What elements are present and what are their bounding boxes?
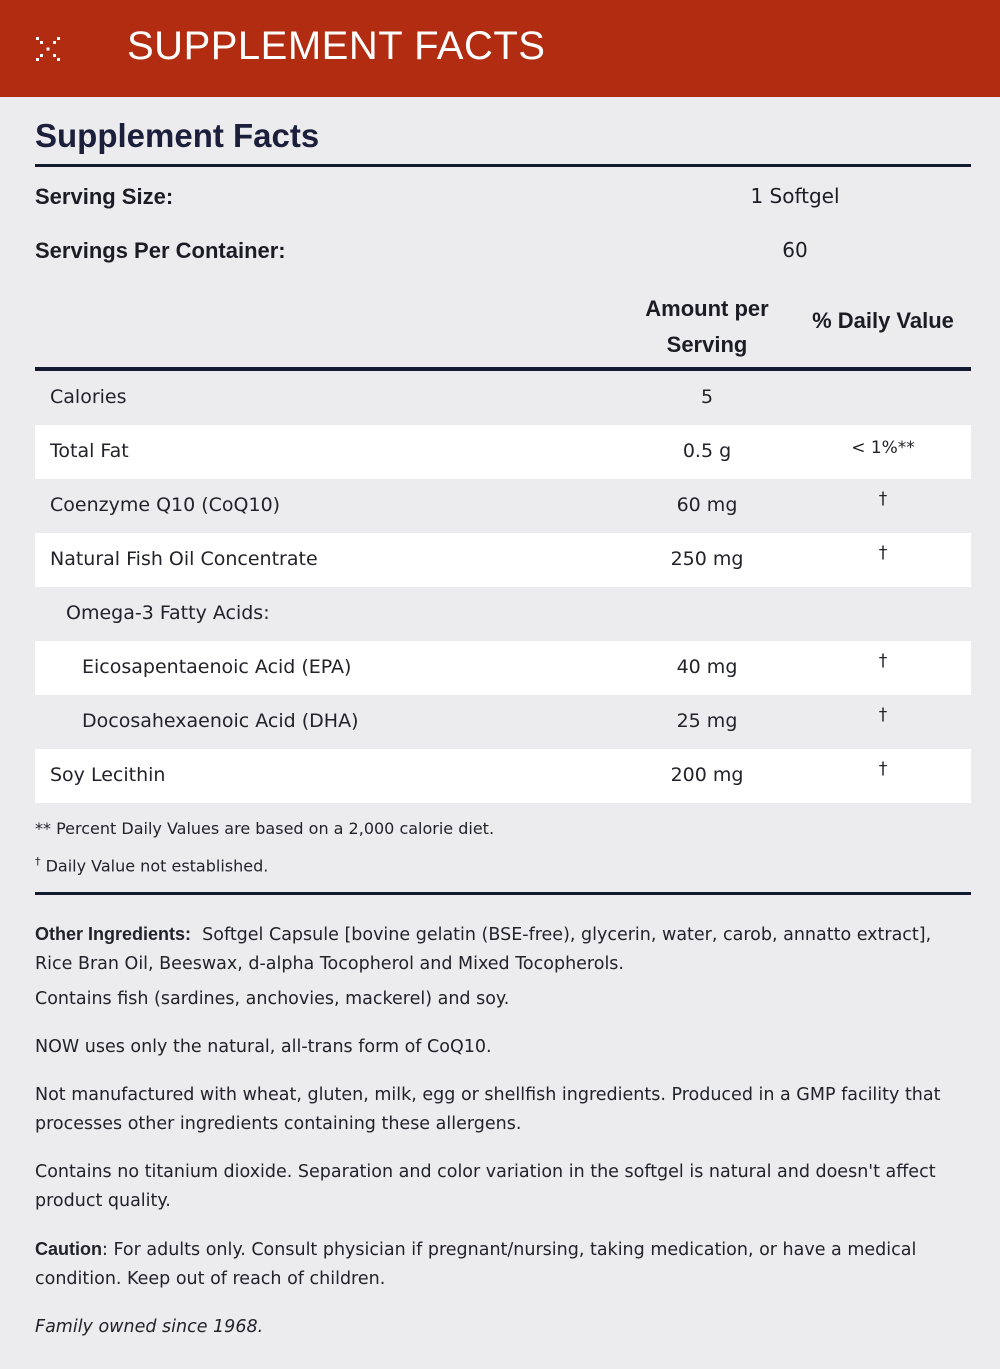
- nutrient-daily-value: †: [878, 705, 888, 725]
- dagger-mark: †: [35, 855, 41, 868]
- amount-per-serving-header: [607, 291, 807, 363]
- nutrient-row: [35, 695, 971, 749]
- nutrient-amount: 200 mg: [670, 764, 744, 786]
- nutrient-amount: 0.5 g: [682, 440, 732, 462]
- serving-size-label: Serving Size:: [35, 184, 174, 209]
- other-ingredients: [35, 920, 971, 979]
- nutrient-daily-value: < 1%**: [851, 438, 915, 458]
- nutrient-name: Coenzyme Q10 (CoQ10): [50, 494, 281, 516]
- nutrient-row: [35, 749, 971, 803]
- nutrient-row: [35, 479, 971, 533]
- banner-title: SUPPLEMENT FACTS: [127, 24, 546, 68]
- nutrient-daily-value: †: [878, 543, 888, 563]
- nutrient-row: [35, 425, 971, 479]
- sparkle-x-icon: [33, 34, 63, 64]
- amount-header-line-2: Serving: [666, 332, 748, 357]
- nutrient-daily-value: †: [878, 489, 888, 509]
- footnote-not-established: [35, 855, 268, 875]
- allergen-statement: Not manufactured with wheat, gluten, milk, egg or shellfish ingredients. Produced in a GMP facility that processes other ingredients containing these allergens.: [35, 1085, 941, 1134]
- nutrient-row: [35, 641, 971, 695]
- nutrient-amount: 40 mg: [676, 656, 738, 678]
- caution-text: : For adults only. Consult physician if pregnant/nursing, taking medication, or have a medical condition. Keep out of reach of children.: [35, 1240, 917, 1289]
- footnote-percent-daily: ** Percent Daily Values are based on a 2,000 calorie diet.: [35, 819, 495, 838]
- footnote-not-established-text: Daily Value not established.: [40, 856, 269, 876]
- nutrient-daily-value: †: [878, 651, 888, 671]
- now-coq10-form: NOW uses only the natural, all-trans form of CoQ10.: [35, 1037, 492, 1057]
- nutrient-name: Total Fat: [50, 440, 129, 462]
- daily-value-header: % Daily Value: [812, 308, 954, 333]
- nutrient-name: Soy Lecithin: [50, 764, 166, 786]
- nutrient-name: Eicosapentaenoic Acid (EPA): [82, 656, 352, 678]
- other-ingredients-text: Softgel Capsule [bovine gelatin (BSE-free), glycerin, water, carob, annatto extract], Rice Bran Oil, Beeswax, d-alpha Tocopherol and Mixed Tocopherols.: [35, 925, 932, 974]
- heading-divider: [35, 164, 971, 167]
- amount-header-line-1: Amount per: [645, 296, 769, 321]
- other-ingredients-label: Other Ingredients:: [35, 924, 192, 944]
- servings-per-container-label: Servings Per Container:: [35, 238, 286, 263]
- nutrient-name: Calories: [50, 386, 127, 408]
- nutrient-row: [35, 587, 971, 641]
- nutrient-name: Natural Fish Oil Concentrate: [50, 548, 318, 570]
- header-banner: [0, 0, 1000, 97]
- caution-statement: [35, 1235, 971, 1294]
- caution-label: Caution: [35, 1239, 102, 1259]
- nutrient-name: Docosahexaenoic Acid (DHA): [82, 710, 359, 732]
- serving-size-value: 1 Softgel: [750, 184, 840, 208]
- titanium-statement: Contains no titanium dioxide. Separation and color variation in the softgel is natural and doesn't affect product quality.: [35, 1162, 936, 1211]
- nutrient-amount: 60 mg: [676, 494, 738, 516]
- family-owned: Family owned since 1968.: [35, 1317, 264, 1337]
- nutrient-row: [35, 533, 971, 587]
- nutrient-row: [35, 371, 971, 425]
- servings-per-container-value: 60: [782, 238, 808, 262]
- nutrient-daily-value: †: [878, 759, 888, 779]
- nutrient-name: Omega-3 Fatty Acids:: [66, 602, 270, 624]
- contains-allergens: Contains fish (sardines, anchovies, mackerel) and soy.: [35, 989, 510, 1009]
- nutrient-amount: 5: [700, 386, 714, 408]
- facts-heading: Supplement Facts: [35, 117, 320, 154]
- nutrient-amount: 250 mg: [670, 548, 744, 570]
- footnote-divider: [35, 892, 971, 895]
- nutrient-amount: 25 mg: [676, 710, 738, 732]
